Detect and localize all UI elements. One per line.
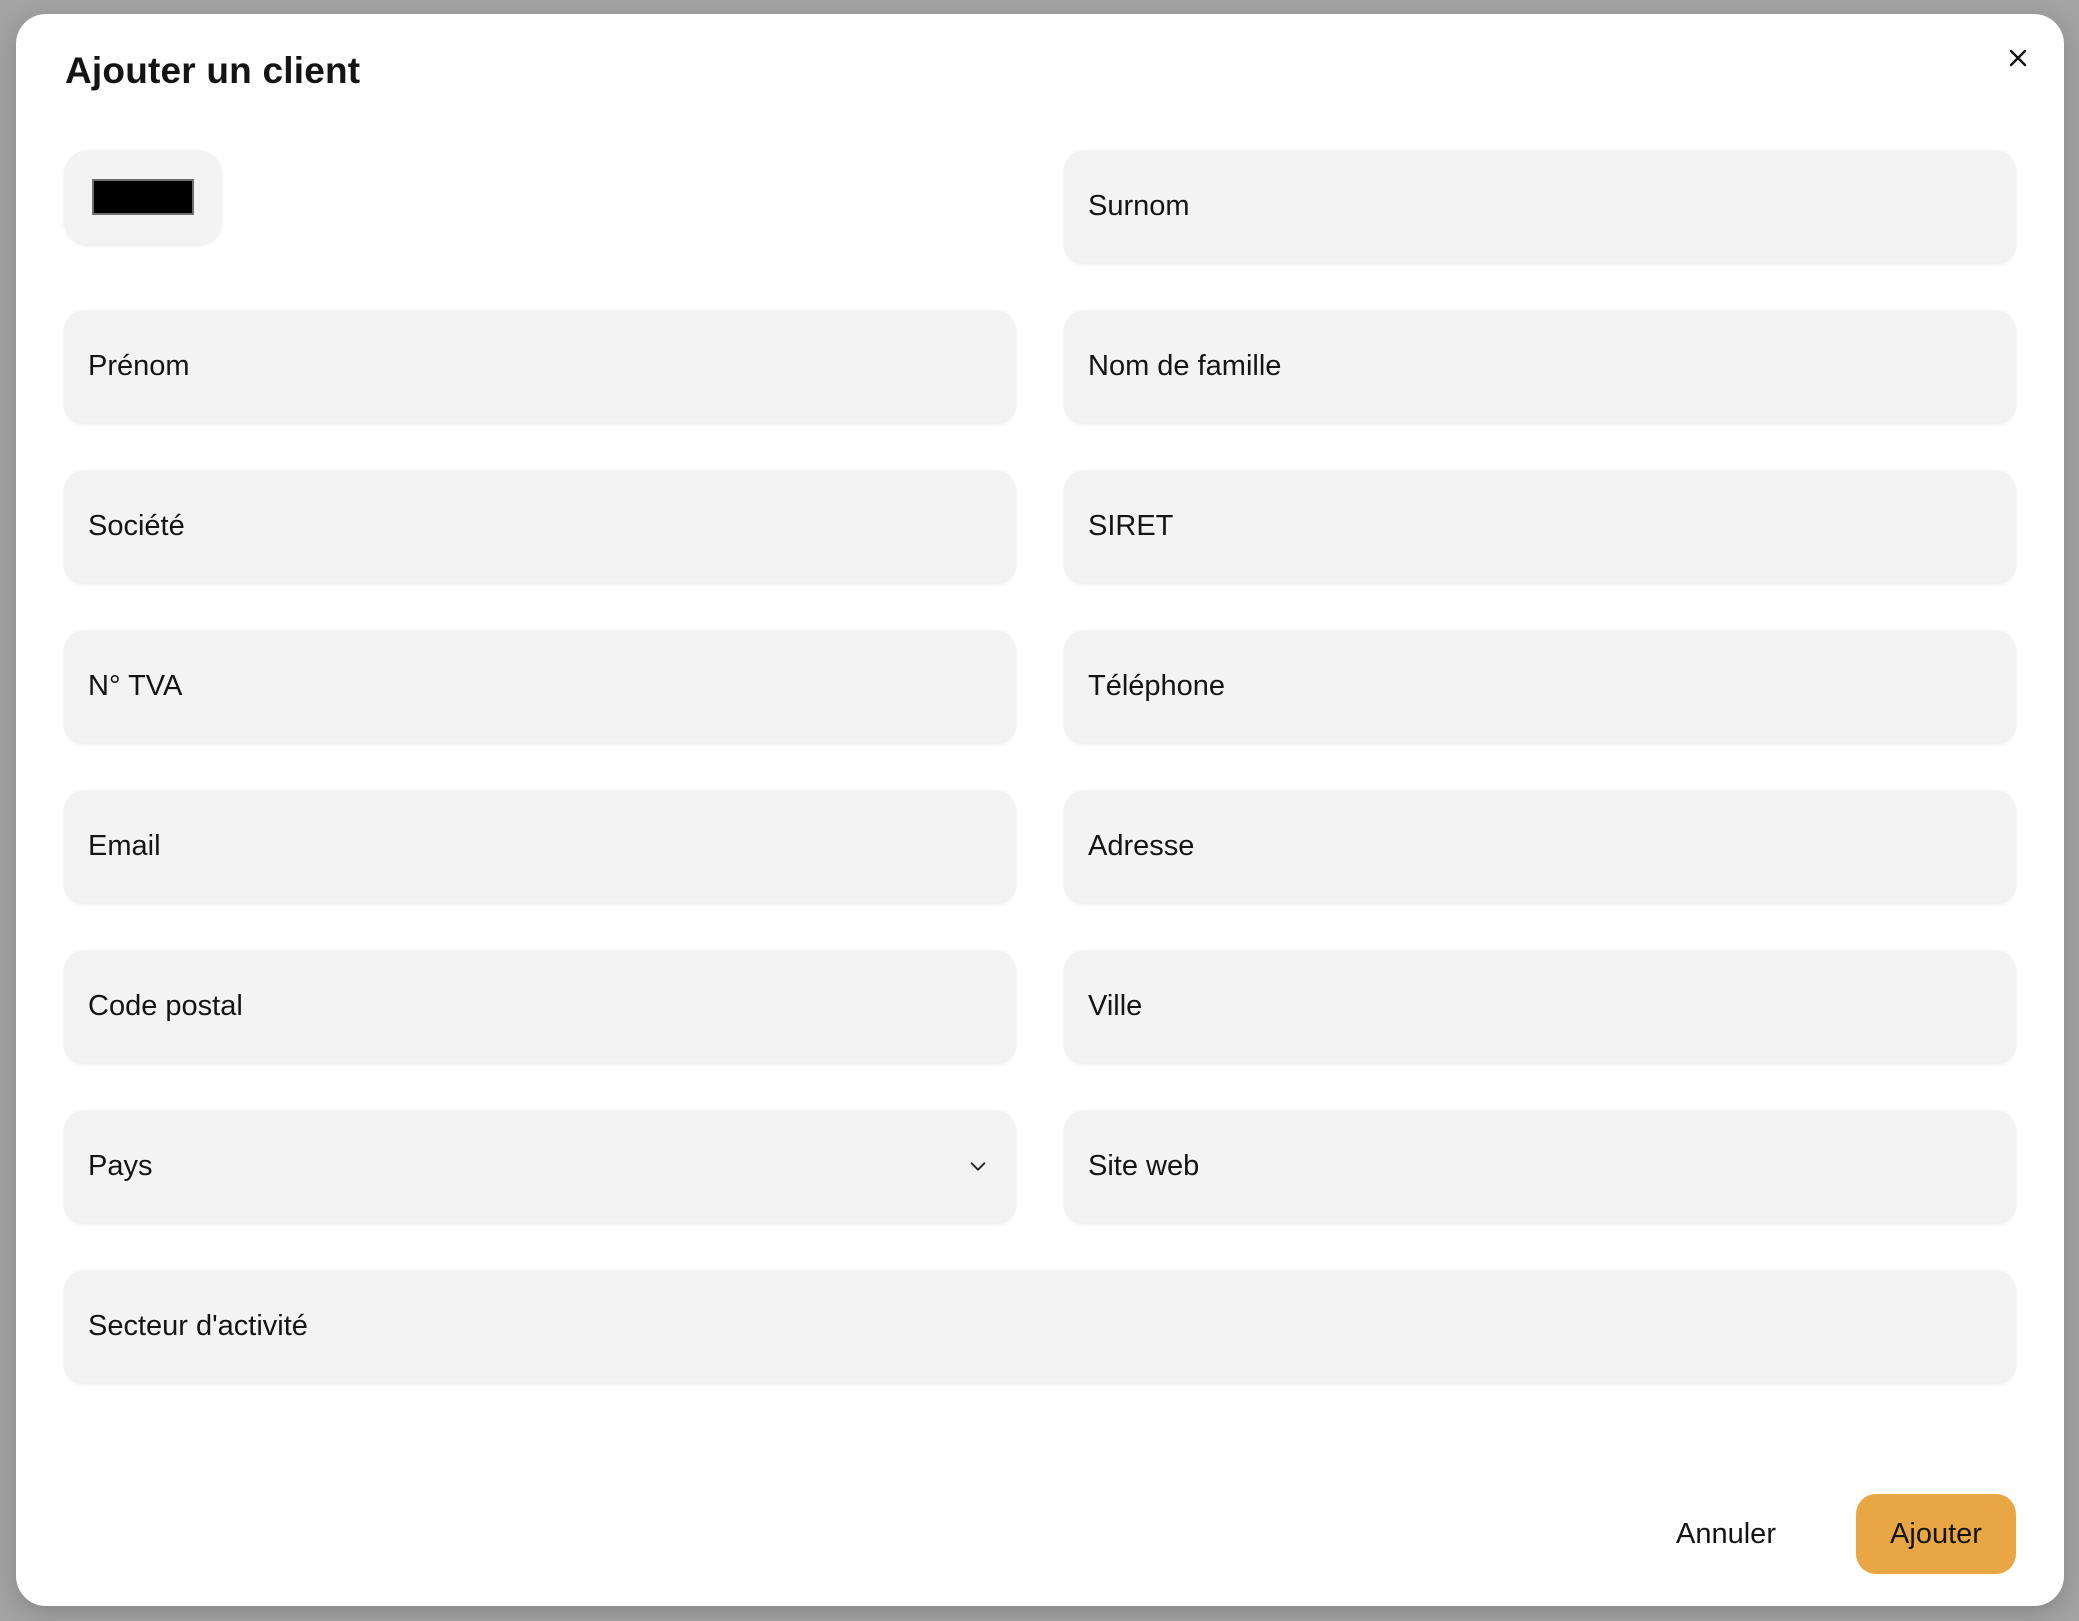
add-client-dialog [16, 14, 2064, 1606]
last-name-field[interactable] [1064, 310, 2016, 422]
color-picker[interactable] [64, 150, 222, 244]
address-field[interactable] [1064, 790, 2016, 902]
siret-placeholder: SIRET [1088, 509, 1174, 542]
chevron-down-icon [964, 1152, 992, 1180]
nickname-field[interactable] [1064, 150, 2016, 262]
postal-code-field[interactable] [64, 950, 1016, 1062]
cancel-button[interactable]: Annuler [1646, 1494, 1806, 1574]
address-placeholder: Adresse [1088, 829, 1195, 862]
email-field[interactable] [64, 790, 1016, 902]
country-placeholder: Pays [88, 1149, 153, 1182]
vat-number-placeholder: N° TVA [88, 669, 183, 702]
phone-field[interactable] [1064, 630, 2016, 742]
industry-placeholder: Secteur d'activité [88, 1309, 308, 1342]
country-select[interactable] [64, 1110, 1016, 1222]
first-name-placeholder: Prénom [88, 349, 190, 382]
color-swatch [92, 179, 194, 215]
nickname-placeholder: Surnom [1088, 189, 1190, 222]
last-name-placeholder: Nom de famille [1088, 349, 1282, 382]
add-button[interactable]: Ajouter [1856, 1494, 2016, 1574]
company-placeholder: Société [88, 509, 185, 542]
city-field[interactable] [1064, 950, 2016, 1062]
city-placeholder: Ville [1088, 989, 1143, 1022]
website-placeholder: Site web [1088, 1149, 1200, 1182]
postal-code-placeholder: Code postal [88, 989, 243, 1022]
company-field[interactable] [64, 470, 1016, 582]
website-field[interactable] [1064, 1110, 2016, 1222]
close-icon [2006, 46, 2030, 75]
first-name-field[interactable] [64, 310, 1016, 422]
vat-number-field[interactable] [64, 630, 1016, 742]
close-button[interactable] [1998, 40, 2038, 80]
phone-placeholder: Téléphone [1088, 669, 1226, 702]
industry-field[interactable] [64, 1270, 2016, 1382]
dialog-title: Ajouter un client [65, 50, 361, 91]
siret-field[interactable] [1064, 470, 2016, 582]
email-placeholder: Email [88, 829, 161, 862]
